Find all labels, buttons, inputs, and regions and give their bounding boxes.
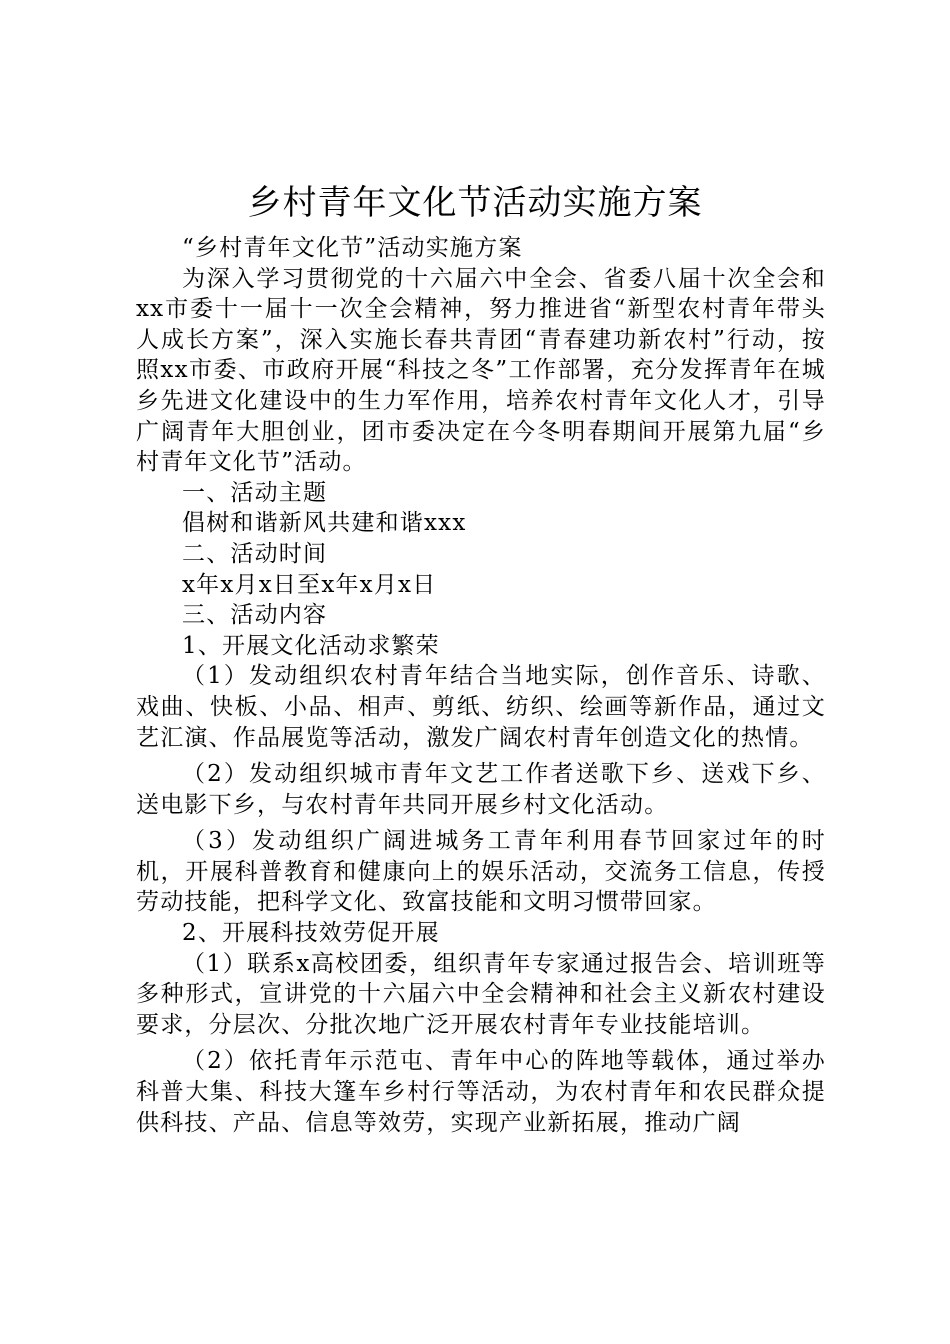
intro-paragraph: 为深入学习贯彻党的十六届六中全会、省委八届十次全会和xx市委十一届十一次全会精神，努力推进省“新型农村青年带头人成长方案”，深入实施长春共青团“青春建功新农村”行动，按照xx市委、市政府开展“科技之冬”工作部署，充分发挥青年在城乡先进文化建设中的生力军作用，培养农村青年文化人才，引导广阔青年大胆创业，团市委决定在今冬明春期间开展第九届“乡村青年文化节”活动。 [136, 265, 826, 476]
section-heading-content: 三、活动内容 [182, 602, 328, 629]
tech-item-1: （1）联系x高校团委，组织青年专家通过报告会、培训班等多种形式，宣讲党的十六届六中全会精神和社会主义新农村建设要求，分层次、分批次地广泛开展农村青年专业技能培训。 [136, 950, 826, 1038]
tech-item-2: （2）依托青年示范屯、青年中心的阵地等载体，通过举办科普大集、科技大篷车乡村行等活动，为农村青年和农民群众提供科技、产品、信息等效劳，实现产业新拓展，推动广阔 [136, 1048, 826, 1136]
culture-item-3: （3）发动组织广阔进城务工青年利用春节回家过年的时机，开展科普教育和健康向上的娱乐活动，交流务工信息，传授劳动技能，把科学文化、致富技能和文明习惯带回家。 [136, 828, 826, 916]
culture-item-2: （2）发动组织城市青年文艺工作者送歌下乡、送戏下乡、送电影下乡，与农村青年共同开展乡村文化活动。 [136, 761, 826, 818]
document-title: 乡村青年文化节活动实施方案 [247, 183, 703, 223]
section-heading-time: 二、活动时间 [182, 540, 328, 567]
culture-item-1: （1）发动组织农村青年结合当地实际，创作音乐、诗歌、戏曲、快板、小品、相声、剪纸、纺织、绘画等新作品，通过文艺汇演、作品展览等活动，激发广阔农村青年创造文化的热情。 [136, 663, 826, 751]
time-paragraph: x年x月x日至x年x月x日 [182, 571, 437, 598]
document-body [136, 233, 826, 1138]
subsection-heading-tech: 2、开展科技效劳促开展 [182, 920, 440, 947]
subtitle-paragraph: “乡村青年文化节”活动实施方案 [182, 235, 523, 261]
subsection-heading-culture: 1、开展文化活动求繁荣 [182, 632, 440, 659]
section-heading-theme: 一、活动主题 [182, 479, 328, 506]
theme-paragraph: 倡树和谐新风共建和谐xxx [182, 510, 467, 537]
